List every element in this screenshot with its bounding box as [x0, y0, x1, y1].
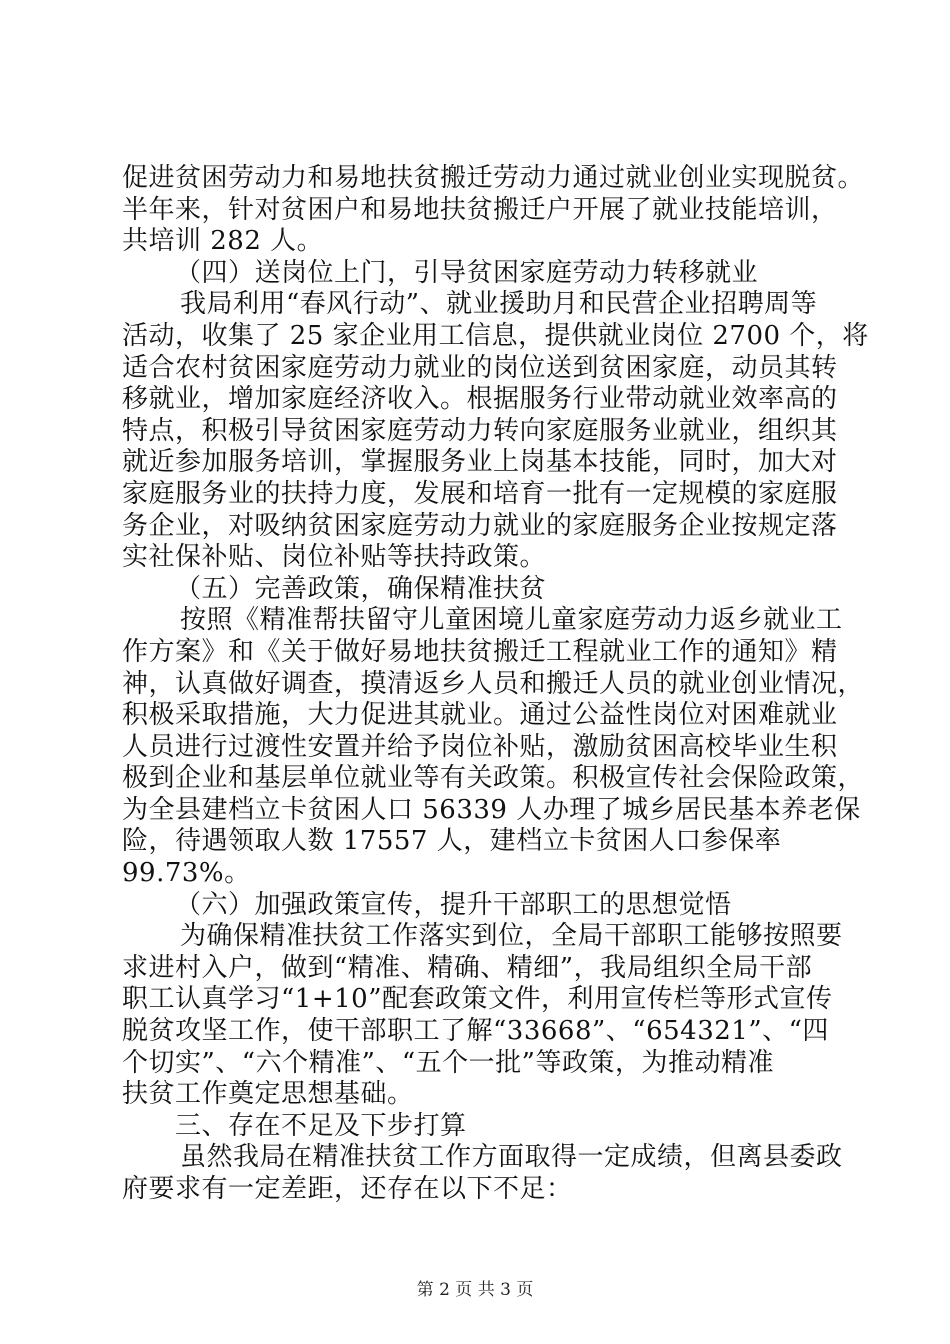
body-line: 人员进行过渡性安置并给予岗位补贴，激励贫困高校毕业生积 [122, 731, 838, 762]
body-line: 移就业，增加家庭经济收入。根据服务行业带动就业效率高的 [122, 384, 838, 415]
body-line: 务企业，对吸纳贫困家庭劳动力就业的家庭服务企业按规定落 [122, 510, 838, 541]
body-line: 个切实”、“六个精准”、“五个一批”等政策，为推动精准 [122, 1047, 774, 1078]
body-line: 极到企业和基层单位就业等有关政策。积极宣传社会保险政策， [122, 763, 865, 794]
body-line: 按照《精准帮扶留守儿童困境儿童家庭劳动力返乡就业工 [180, 605, 843, 636]
section-heading-6: （六）加强政策宣传，提升干部职工的思想觉悟 [175, 889, 732, 920]
body-line: 活动，收集了 25 家企业用工信息，提供就业岗位 2700 个，将 [122, 320, 869, 351]
body-line: 特点，积极引导贫困家庭劳动力转向家庭服务业就业，组织其 [122, 415, 838, 446]
body-line: 扶贫工作奠定思想基础。 [122, 1079, 414, 1110]
page-number-footer: 第 2 页 共 3 页 [416, 1280, 534, 1300]
body-line: 作方案》和《关于做好易地扶贫搬迁工程就业工作的通知》精 [122, 636, 838, 667]
body-line: 求进村入户，做到“精准、精确、精细”，我局组织全局干部 [122, 952, 813, 983]
body-line: 共培训 282 人。 [122, 226, 324, 257]
body-line: 脱贫攻坚工作，使干部职工了解“33668”、“654321”、“四 [122, 1016, 829, 1047]
body-line: 神，认真做好调查，摸清返乡人员和搬迁人员的就业创业情况， [122, 668, 865, 699]
body-line: 家庭服务业的扶持力度，发展和培育一批有一定规模的家庭服 [122, 478, 838, 509]
body-line: 积极采取措施，大力促进其就业。通过公益性岗位对困难就业 [122, 700, 838, 731]
body-line: 险，待遇领取人数 17557 人，建档立卡贫困人口参保率 [122, 826, 782, 857]
body-line: 就近参加服务培训，掌握服务业上岗基本技能，同时，加大对 [122, 447, 838, 478]
section-heading-5: （五）完善政策，确保精准扶贫 [175, 573, 547, 604]
body-line: 为全县建档立卡贫困人口 56339 人办理了城乡居民基本养老保 [122, 794, 861, 825]
section-heading-3: 三、存在不足及下步打算 [175, 1110, 467, 1141]
body-line: 我局利用“春风行动”、就业援助月和民营企业招聘周等 [180, 289, 818, 320]
body-line: 促进贫困劳动力和易地扶贫搬迁劳动力通过就业创业实现脱贫。 [122, 163, 865, 193]
document-body [0, 163, 950, 1206]
section-heading-4: （四）送岗位上门，引导贫困家庭劳动力转移就业 [175, 257, 759, 288]
body-line: 虽然我局在精准扶贫工作方面取得一定成绩，但离县委政 [180, 1142, 843, 1173]
body-line: 府要求有一定差距，还存在以下不足： [122, 1174, 573, 1204]
body-line: 半年来，针对贫困户和易地扶贫搬迁户开展了就业技能培训， [122, 194, 838, 225]
body-line: 实社保补贴、岗位补贴等扶持政策。 [122, 542, 547, 573]
body-line: 为确保精准扶贫工作落实到位，全局干部职工能够按照要 [180, 921, 843, 952]
body-line: 99.73%。 [122, 858, 251, 889]
body-line: 适合农村贫困家庭劳动力就业的岗位送到贫困家庭，动员其转 [122, 352, 838, 383]
body-line: 职工认真学习“1+10”配套政策文件，利用宣传栏等形式宣传 [122, 984, 833, 1015]
